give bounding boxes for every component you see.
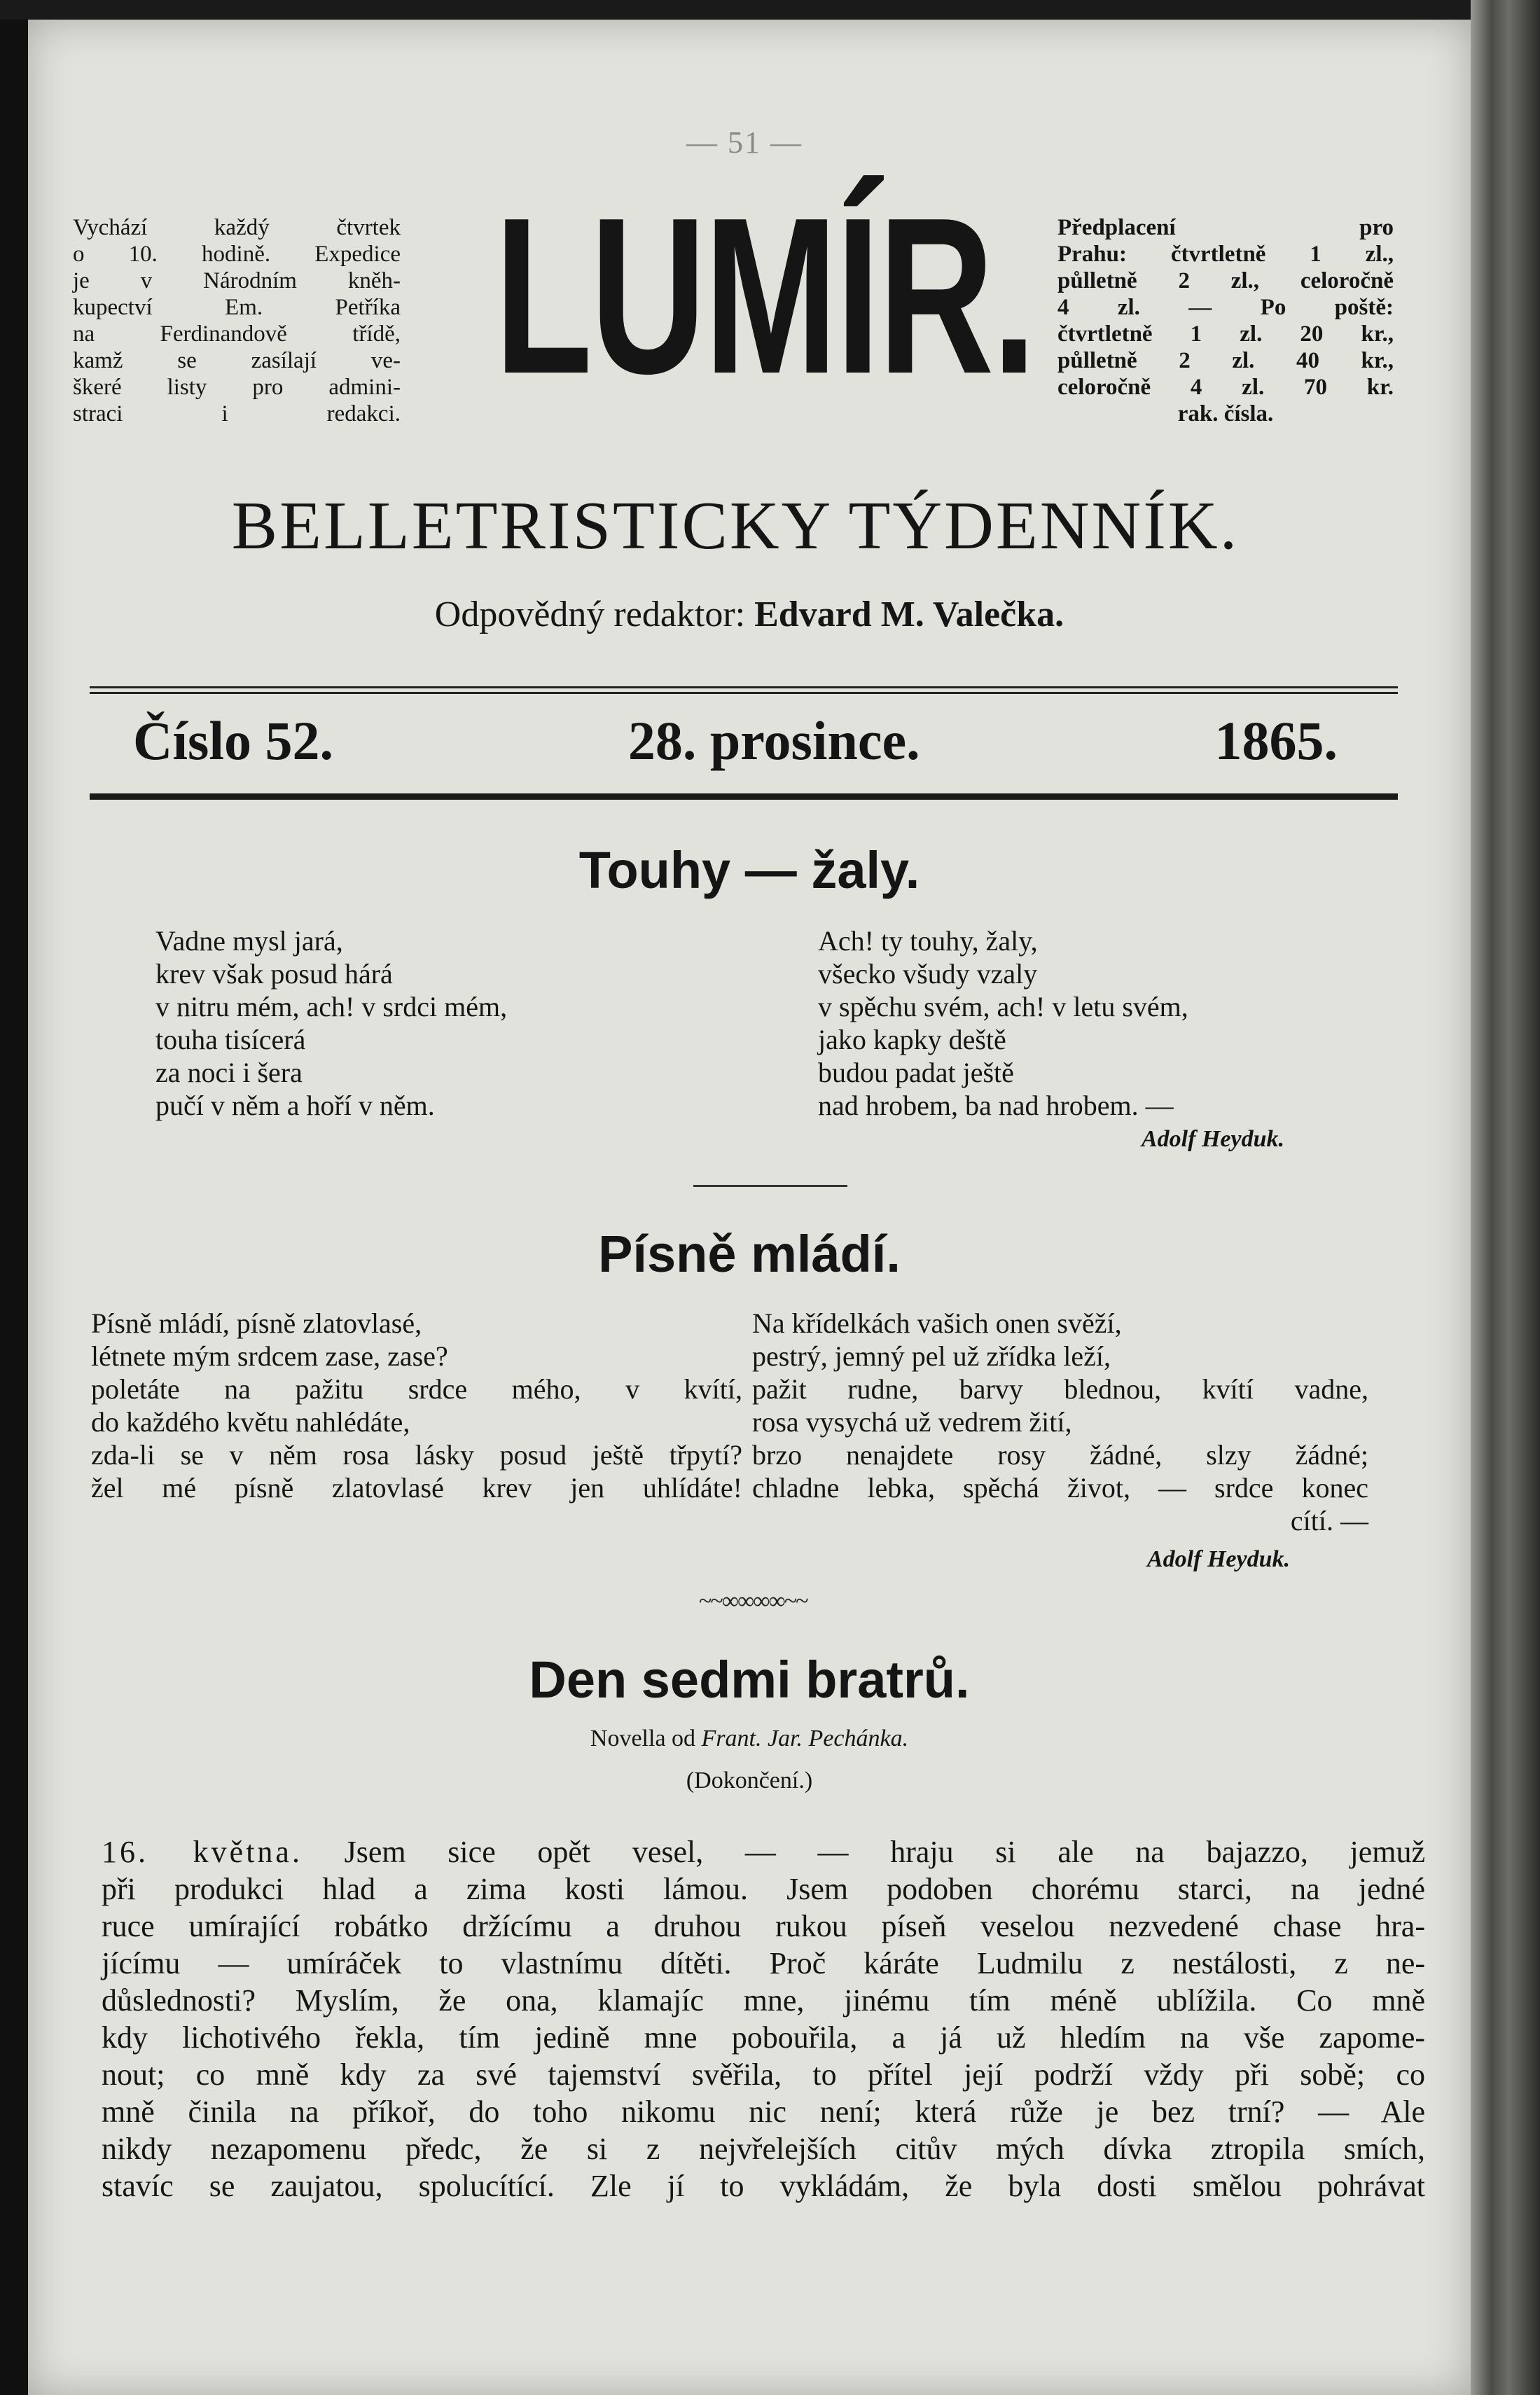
masthead-right-line: Předplacení pro: [1057, 215, 1394, 240]
page-number: — 51 —: [686, 125, 803, 160]
poem-line: za noci i šera: [155, 1057, 303, 1088]
body-line: stavíc se zaujatou, spolucítící. Zle jí to vykládám, že byla dosti smělou pohrávat: [102, 2169, 1425, 2203]
masthead-right-line: čtvrtletně 1 zl. 20 kr.,: [1057, 321, 1394, 347]
body-line: důslednosti? Myslím, že ona, klamajíc mne, jinému tím méně ublížila. Co mně: [102, 1983, 1425, 2018]
masthead-left-line: je v Národním kněh-: [73, 268, 401, 293]
poem-line: krev však posud hárá: [155, 958, 393, 990]
body-line: nout; co mně kdy za své tajemství svěřila, to přítel její podrží vždy při sobě; co: [102, 2057, 1425, 2092]
editor-name: Edvard M. Valečka.: [754, 595, 1064, 634]
body-line: nikdy nezapomenu předc, že si z nejvřelejších citův mých dívka ztropila smích,: [102, 2132, 1425, 2166]
newspaper-title-logo: LUMÍR.: [494, 172, 1035, 420]
poem-line: Písně mládí, písně zlatovlasé,: [91, 1307, 422, 1339]
poem-line: v spěchu svém, ach! v letu svém,: [818, 991, 1188, 1022]
novella-title: Den sedmi bratrů.: [529, 1651, 970, 1709]
header-rule-top-double: [90, 692, 1398, 694]
body-line: jícímu — umíráček to vlastnímu dítěti. Proč káráte Ludmilu z nestálosti, z ne-: [102, 1946, 1425, 1980]
poem-line: Na křídelkách vašich onen svěží,: [752, 1307, 1122, 1339]
body-line: kdy lichotivého řekla, tím jedině mne pobouřila, a já už hledím na vše zapome-: [102, 2020, 1425, 2055]
masthead-left-line: straci i redakci.: [73, 401, 401, 426]
poem-author: Adolf Heyduk.: [1147, 1546, 1290, 1572]
body-line-start: Jsem sice opět vesel, — — hraju si ale na bajazzo, jemuž: [344, 1835, 1426, 1869]
poem-line: budou padat ještě: [818, 1057, 1014, 1088]
poem-line: pučí v něm a hoří v něm.: [155, 1090, 435, 1121]
poem-stanza-right: [752, 1307, 1368, 1537]
masthead-subscription-info: [1057, 214, 1394, 427]
header-rule-top: [90, 686, 1398, 688]
editor-line: [28, 594, 1471, 635]
editor-label: Odpovědný redaktor:: [434, 595, 746, 634]
masthead-left-line: na Ferdinandově třídě,: [73, 321, 401, 347]
poem-line: cítí. —: [1290, 1505, 1368, 1536]
scan-binding-edge: [1471, 0, 1540, 2395]
body-line: mně činila na příkoř, do toho nikomu nic není; která růže je bez trní? — Ale: [102, 2095, 1425, 2129]
issue-line: [133, 709, 1338, 772]
poem-stanza-right: [818, 924, 1188, 1122]
poem-line: žel mé písně zlatovlasé krev jen uhlídáte!: [91, 1472, 742, 1504]
poem-line: jako kapky deště: [818, 1024, 1006, 1055]
masthead-left-line: kupectví Em. Petříka: [73, 295, 401, 320]
date-heading: 16. května.: [102, 1835, 303, 1869]
novella-continued: (Dokončení.): [686, 1768, 813, 1793]
masthead-left-line: Vychází každý čtvrtek: [73, 215, 401, 240]
scan-top-edge: [0, 0, 1540, 20]
novella-author: Frant. Jar. Pechánka.: [701, 1726, 909, 1751]
masthead-publication-info: [73, 214, 401, 427]
poem-line: pestrý, jemný pel už zřídka leží,: [752, 1340, 1111, 1372]
newspaper-page: [28, 20, 1471, 2395]
poem-line: brzo nenajdete rosy žádné, slzy žádné;: [752, 1439, 1368, 1471]
poem-line: touha tisícerá: [155, 1024, 306, 1055]
novella-byline: [28, 1726, 1471, 1752]
poem-title: Touhy — žaly.: [578, 841, 920, 899]
poem-line: létnete mým srdcem zase, zase?: [91, 1340, 448, 1372]
poem-line: Ach! ty touhy, žaly,: [818, 925, 1038, 957]
masthead-right-line: 4 zl. — Po poště:: [1057, 295, 1394, 320]
body-line: ruce umírající robátko držícímu a druhou rukou píseň veselou nezvedené chase hra-: [102, 1909, 1425, 1943]
masthead-right-line: půlletně 2 zl. 40 kr.,: [1057, 348, 1394, 373]
masthead-left-line: škeré listy pro admini-: [73, 375, 401, 400]
newspaper-subtitle: BELLETRISTICKY TÝDENNÍK.: [231, 488, 1240, 564]
novella-body: [102, 1833, 1425, 2205]
masthead-left-line: kamž se zasílají ve-: [73, 348, 401, 373]
poem-line: pažit rudne, barvy blednou, kvítí vadne,: [752, 1373, 1368, 1405]
poem-line: v nitru mém, ach! v srdci mém,: [155, 991, 508, 1022]
poem-line: poletáte na pažitu srdce mého, v kvítí,: [91, 1373, 742, 1405]
poem-title: Písně mládí.: [598, 1225, 901, 1283]
poem-line: do každého květu nahlédáte,: [91, 1406, 410, 1438]
body-line: při produkci hlad a zima kosti lámou. Jsem podoben chorému starci, na jedné: [102, 1872, 1425, 1906]
body-first-line: [102, 1833, 1425, 1870]
masthead-right-line: rak. čísla.: [1177, 401, 1274, 426]
poem-line: všecko všudy vzaly: [818, 958, 1038, 990]
masthead-left-line: o 10. hodině. Expedice: [73, 242, 401, 267]
section-divider: [693, 1185, 847, 1187]
masthead-right-line: celoročně 4 zl. 70 kr.: [1057, 375, 1394, 400]
poem-line: rosa vysychá už vedrem žití,: [752, 1406, 1072, 1438]
issue-date: 28. prosince.: [627, 710, 920, 771]
poem-stanza-left: [155, 924, 507, 1122]
poem-line: nad hrobem, ba nad hrobem. —: [818, 1090, 1174, 1121]
novella-byline-prefix: Novella od: [590, 1726, 696, 1751]
poem-line: Vadne mysl jará,: [155, 925, 343, 957]
poem-line: chladne lebka, spěchá život, — srdce konec: [752, 1472, 1368, 1504]
header-rule-bottom: [90, 793, 1398, 800]
issue-year: 1865.: [1214, 710, 1338, 771]
masthead-right-line: Prahu: čtvrtletně 1 zl.,: [1057, 242, 1394, 267]
poem-author: Adolf Heyduk.: [1142, 1126, 1284, 1152]
ornament-divider: ~~∞∞∞∞~~: [699, 1588, 807, 1614]
poem-stanza-left: [91, 1307, 742, 1504]
masthead-right-line: půlletně 2 zl., celoročně: [1057, 268, 1394, 293]
poem-line: zda-li se v něm rosa lásky posud ještě třpytí?: [91, 1439, 742, 1471]
issue-number: Číslo 52.: [133, 710, 334, 771]
